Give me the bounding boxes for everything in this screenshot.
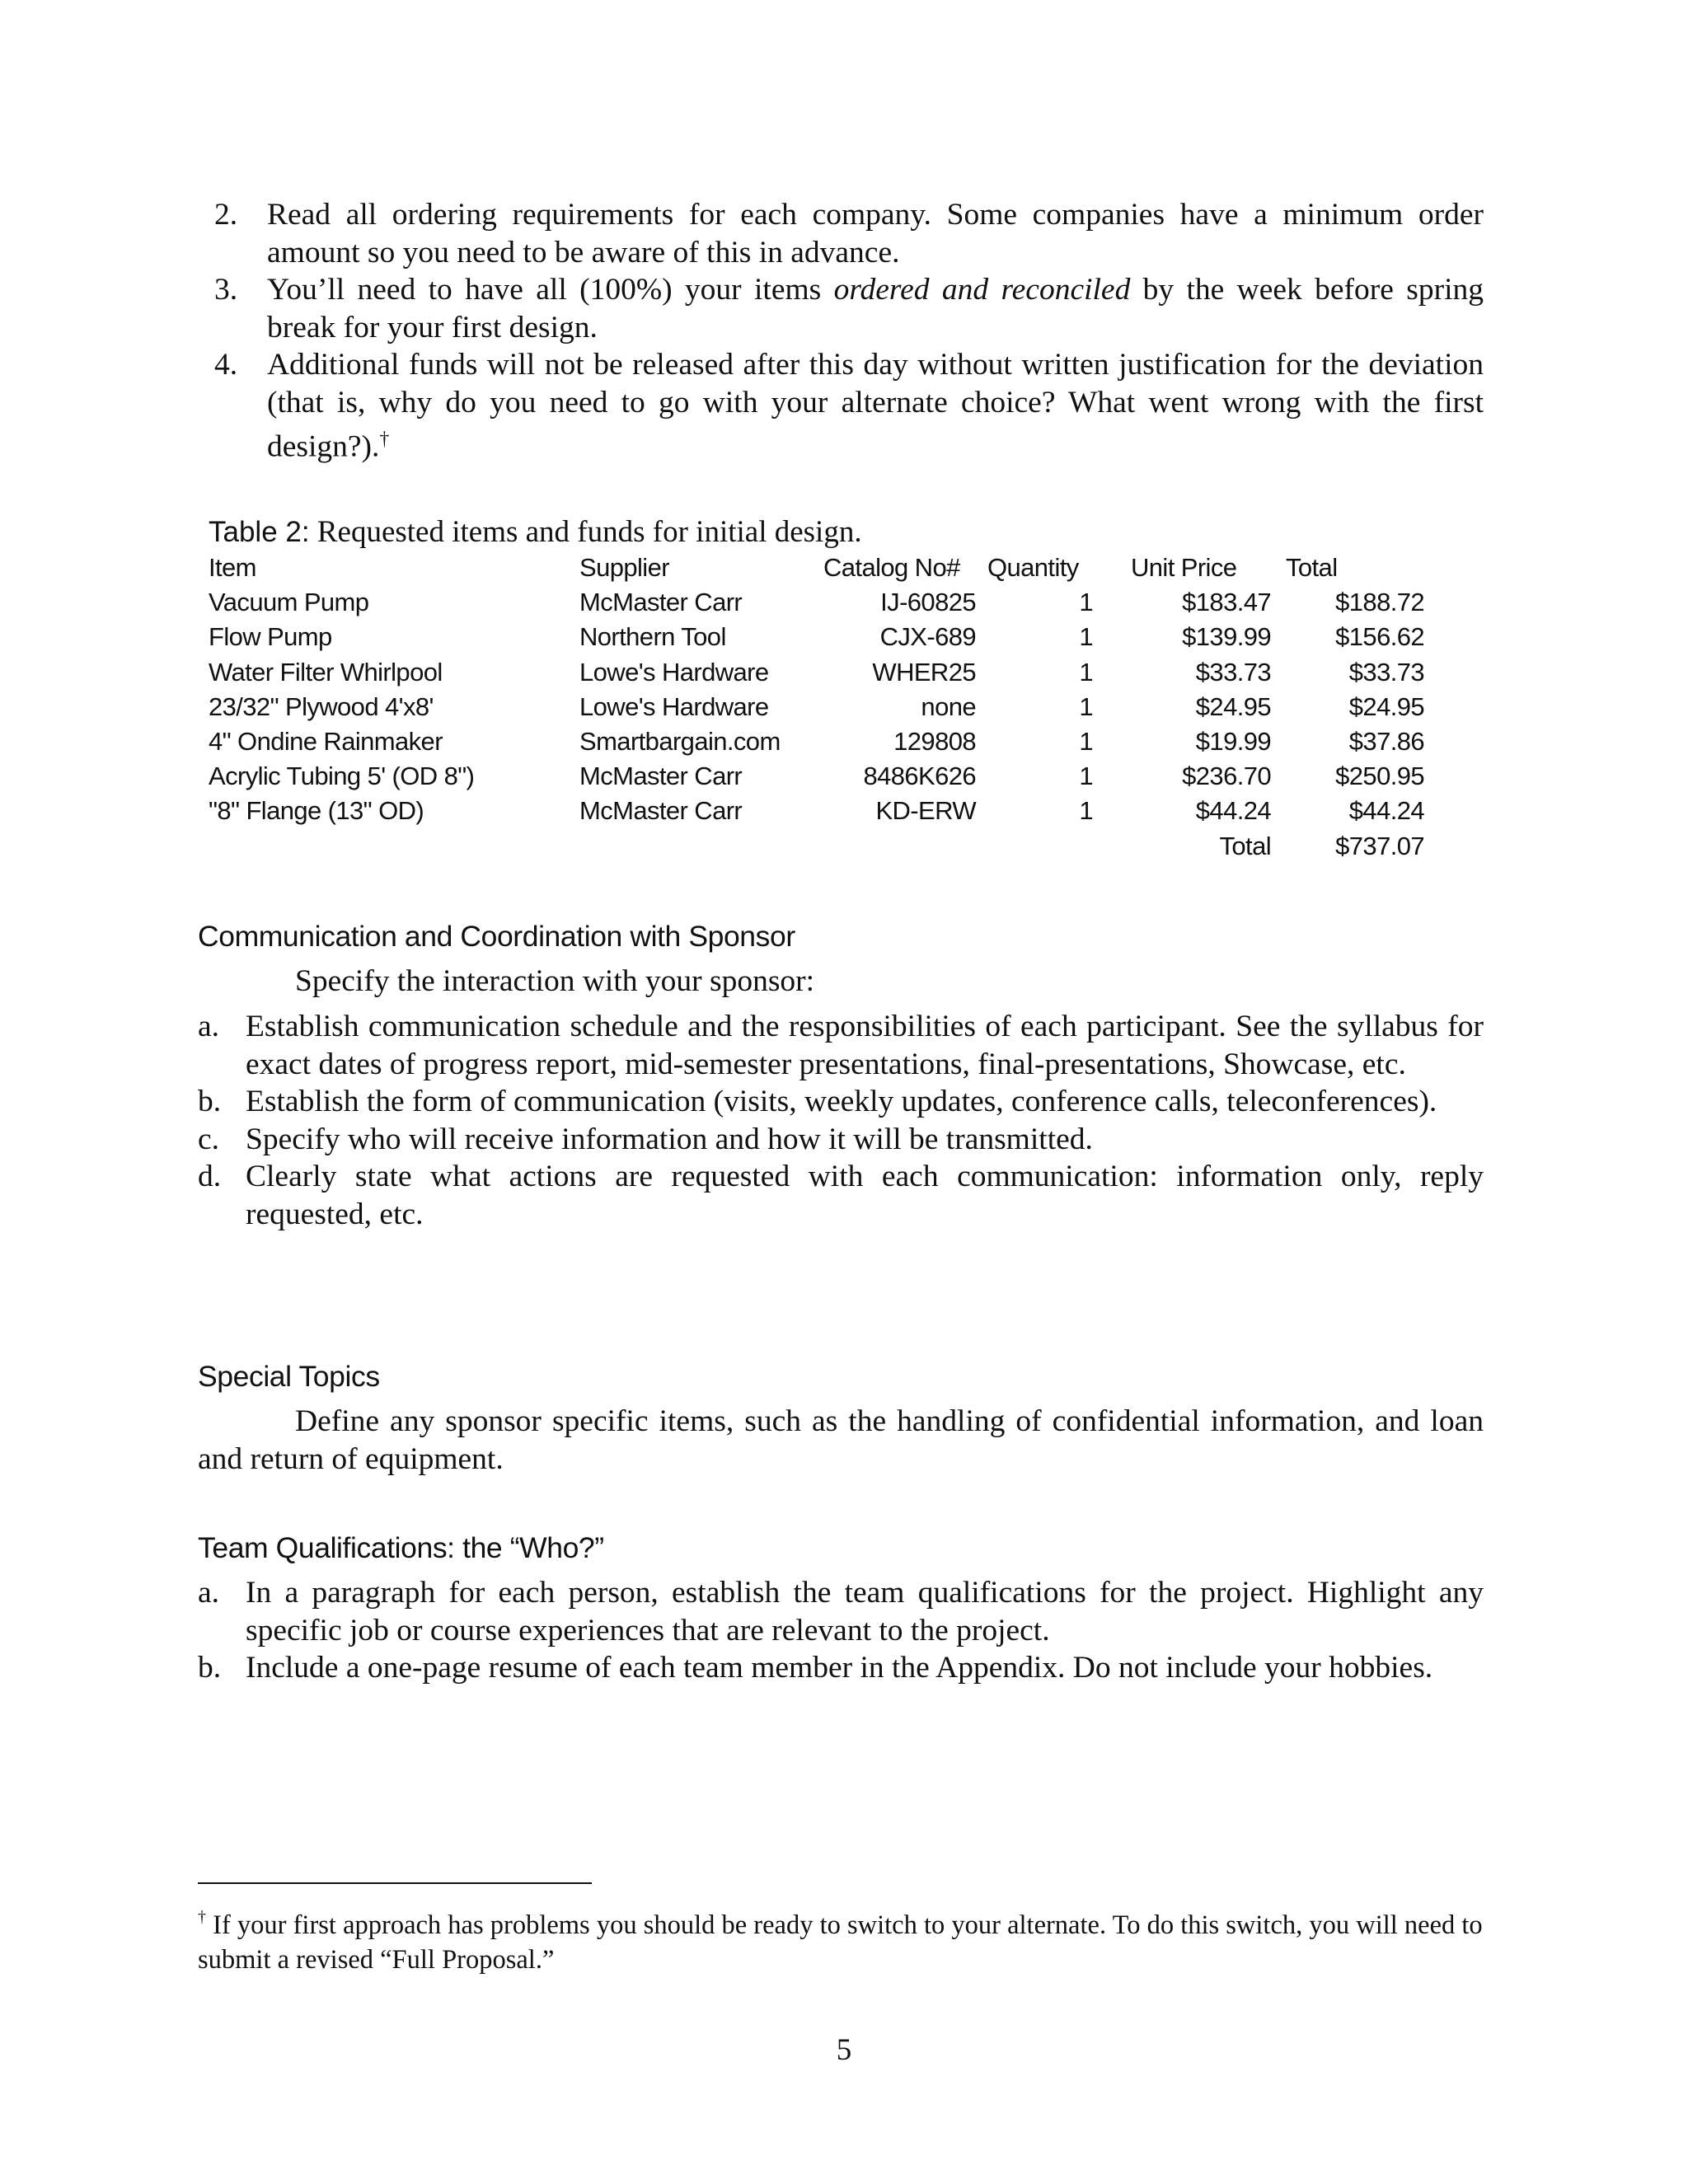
cell-catalog: none xyxy=(921,691,976,721)
team-qualifications-list xyxy=(198,1574,1484,1687)
footnote xyxy=(198,1900,1484,1977)
list-letter: b. xyxy=(198,1085,222,1118)
cell-item: 23/32" Plywood 4'x8' xyxy=(209,691,434,721)
cell-quantity: 1 xyxy=(1079,588,1093,617)
list-letter: d. xyxy=(198,1160,222,1193)
list-item-text: Additional funds will not be released after this day without written justification for the deviation (that is, why do you need to go with your alternate choice? What went wrong with the first design?). xyxy=(267,348,1484,464)
table-row xyxy=(209,794,1434,828)
column-header-quantity: Quantity xyxy=(987,553,1079,583)
list-item-text: Establish the form of communication (visits, weekly updates, conference calls, teleconferences). xyxy=(246,1085,1437,1118)
cell-total: $250.95 xyxy=(1335,762,1424,791)
list-letter: b. xyxy=(198,1651,222,1685)
cell-quantity: 1 xyxy=(1079,622,1093,652)
cell-quantity: 1 xyxy=(1079,691,1093,721)
cell-item: Acrylic Tubing 5' (OD 8") xyxy=(209,762,475,791)
list-item xyxy=(198,1574,1484,1649)
list-item xyxy=(198,1121,1484,1159)
table-caption xyxy=(209,514,862,551)
cell-unit-price: $19.99 xyxy=(1195,727,1271,757)
cell-catalog: 8486K626 xyxy=(863,762,976,791)
list-item-text: Establish communication schedule and the responsibilities of each participant. See the syllabus for exact dates of progress report, mid-semester presentations, final-presentations, Showcase, etc. xyxy=(246,1010,1484,1081)
cell-total: $44.24 xyxy=(1348,796,1424,826)
cell-total: $33.73 xyxy=(1348,657,1424,687)
table-label: Table 2: xyxy=(209,516,310,548)
table-total-row xyxy=(209,829,1434,864)
cell-item: "8" Flange (13" OD) xyxy=(209,796,424,826)
special-topics-text: Define any sponsor specific items, such as the handling of confidential information, and loan and return of equipment. xyxy=(198,1404,1484,1476)
cell-supplier: Lowe's Hardware xyxy=(579,691,769,721)
table-row xyxy=(209,724,1434,759)
column-header-supplier: Supplier xyxy=(579,553,669,583)
list-item xyxy=(198,1008,1484,1083)
cell-item: Flow Pump xyxy=(209,622,332,652)
cell-unit-price: $33.73 xyxy=(1195,657,1271,687)
list-item xyxy=(208,346,1484,466)
footnote-dagger: † xyxy=(198,1908,206,1926)
ordering-requirements-list xyxy=(208,196,1484,466)
list-item-text: Specify who will receive information and how it will be transmitted. xyxy=(246,1122,1093,1156)
cell-catalog: WHER25 xyxy=(872,657,976,687)
cell-quantity: 1 xyxy=(1079,727,1093,757)
special-topics-heading: Special Topics xyxy=(198,1360,380,1393)
list-item-text: Include a one-page resume of each team member in the Appendix. Do not include your hobbies. xyxy=(246,1651,1433,1685)
cell-supplier: Smartbargain.com xyxy=(579,727,781,757)
list-item xyxy=(198,1649,1484,1687)
cell-supplier: McMaster Carr xyxy=(579,796,743,826)
table-caption-text: Requested items and funds for initial design. xyxy=(316,515,862,549)
list-item xyxy=(208,196,1484,271)
list-item-text: by the week before spring break for your first design. xyxy=(267,273,1484,344)
team-qualifications-heading: Team Qualifications: the “Who?” xyxy=(198,1531,604,1564)
communication-list xyxy=(198,1008,1484,1233)
cell-unit-price: $183.47 xyxy=(1182,588,1271,617)
cell-catalog: CJX-689 xyxy=(879,622,976,652)
column-header-total: Total xyxy=(1286,553,1338,583)
cell-unit-price: $44.24 xyxy=(1195,796,1271,826)
list-item-text: You’ll need to have all (100%) your items xyxy=(267,273,834,307)
list-number: 3. xyxy=(214,273,238,307)
list-number: 4. xyxy=(214,348,238,382)
list-letter: a. xyxy=(198,1010,220,1043)
table-row xyxy=(209,690,1434,724)
dagger-footnote-mark: † xyxy=(379,429,390,450)
cell-supplier: McMaster Carr xyxy=(579,762,743,791)
cell-catalog: KD-ERW xyxy=(875,796,976,826)
list-letter: c. xyxy=(198,1122,220,1156)
cell-supplier: Lowe's Hardware xyxy=(579,657,769,687)
list-item-text: Clearly state what actions are requested with each communication: information only, reply requested, etc. xyxy=(246,1160,1484,1231)
table-row xyxy=(209,585,1434,620)
list-number: 2. xyxy=(214,198,238,232)
cell-total: $24.95 xyxy=(1348,691,1424,721)
table-row xyxy=(209,655,1434,690)
cell-supplier: Northern Tool xyxy=(579,622,726,652)
cell-unit-price: $24.95 xyxy=(1195,691,1271,721)
table-header-row xyxy=(209,551,1434,585)
column-header-unit-price: Unit Price xyxy=(1131,553,1237,583)
cell-catalog: IJ-60825 xyxy=(880,588,976,617)
page-number: 5 xyxy=(836,2033,852,2067)
cell-quantity: 1 xyxy=(1079,657,1093,687)
cell-unit-price: $139.99 xyxy=(1182,622,1271,652)
cell-catalog: 129808 xyxy=(893,727,976,757)
requested-items-table xyxy=(209,551,1434,864)
column-header-catalog: Catalog No# xyxy=(823,553,960,583)
column-header-item: Item xyxy=(209,553,256,583)
cell-total: $156.62 xyxy=(1335,622,1424,652)
footnote-text: If your first approach has problems you should be ready to switch to your alternate. To do this switch, you will need to submit a revised “Full Proposal.” xyxy=(198,1910,1483,1975)
list-letter: a. xyxy=(198,1576,220,1610)
cell-supplier: McMaster Carr xyxy=(579,588,743,617)
emphasis-text: ordered and reconciled xyxy=(833,273,1131,307)
table-row xyxy=(209,759,1434,794)
total-label: Total xyxy=(1219,831,1271,860)
cell-total: $37.86 xyxy=(1348,727,1424,757)
cell-quantity: 1 xyxy=(1079,762,1093,791)
footnote-separator xyxy=(198,1882,592,1884)
list-item xyxy=(198,1158,1484,1233)
cell-item: 4" Ondine Rainmaker xyxy=(209,727,443,757)
table-row xyxy=(209,620,1434,654)
cell-item: Vacuum Pump xyxy=(209,588,369,617)
cell-item: Water Filter Whirlpool xyxy=(209,657,443,687)
communication-heading: Communication and Coordination with Sponsor xyxy=(198,920,795,953)
communication-intro: Specify the interaction with your sponsor: xyxy=(295,964,815,998)
cell-unit-price: $236.70 xyxy=(1182,762,1271,791)
cell-total: $188.72 xyxy=(1335,588,1424,617)
list-item-text: Read all ordering requirements for each company. Some companies have a minimum order amount so you need to be aware of this in advance. xyxy=(267,198,1484,269)
grand-total: $737.07 xyxy=(1335,831,1424,860)
list-item-text: In a paragraph for each person, establish the team qualifications for the project. Highlight any specific job or course experiences that are relevant to the project. xyxy=(246,1576,1484,1647)
list-item xyxy=(208,271,1484,346)
cell-quantity: 1 xyxy=(1079,796,1093,826)
list-item xyxy=(198,1083,1484,1121)
